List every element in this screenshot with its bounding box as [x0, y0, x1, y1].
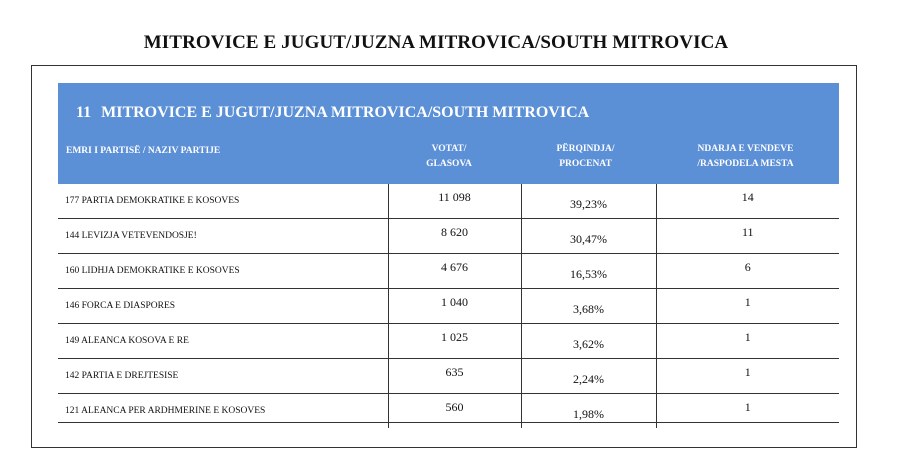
percent-cell: 2,24% [521, 359, 656, 394]
table-header-band [58, 83, 839, 184]
results-table-body [58, 184, 839, 428]
column-header-seats-line2: /RASPODELA MESTA [697, 159, 794, 169]
table-title [76, 104, 589, 122]
party-name-cell: 142 PARTIA E DREJTESISE [58, 359, 388, 394]
votes-cell: 11 098 [388, 184, 521, 219]
party-name-cell: 121 ALEANCA PER ARDHMERINE E KOSOVES [65, 406, 266, 416]
column-header-party: EMRI I PARTISË / NAZIV PARTIJE [66, 146, 221, 156]
percent-cell: 3,62% [521, 324, 656, 359]
votes-cell: 1 040 [388, 289, 521, 324]
page-title: MITROVICE E JUGUT/JUZNA MITROVICA/SOUTH MITROVICA [143, 32, 729, 53]
seats-cell: 1 [656, 324, 839, 359]
column-header-percent [523, 142, 648, 172]
results-table [58, 184, 839, 428]
table-bottom-rule [58, 422, 839, 423]
table-row [58, 289, 839, 324]
table-row [58, 184, 839, 219]
table-row [58, 324, 839, 359]
party-name-cell: 160 LIDHJA DEMOKRATIKE E KOSOVES [58, 254, 388, 289]
table-title-text: MITROVICE E JUGUT/JUZNA MITROVICA/SOUTH MITROVICA [101, 104, 590, 121]
votes-cell: 635 [388, 359, 521, 394]
column-header-percent-line1: PËRQINDJA/ [556, 144, 615, 154]
column-header-votes-line1: VOTAT/ [431, 144, 467, 154]
party-name-cell: 146 FORCA E DIASPORES [58, 289, 388, 324]
party-name-cell: 177 PARTIA DEMOKRATIKE E KOSOVES [58, 184, 388, 219]
votes-cell: 1 025 [388, 324, 521, 359]
votes-cell: 4 676 [388, 254, 521, 289]
votes-cell: 8 620 [388, 219, 521, 254]
party-name-cell: 149 ALEANCA KOSOVA E RE [58, 324, 388, 359]
seats-cell: 1 [656, 359, 839, 394]
percent-cell: 30,47% [521, 219, 656, 254]
seats-cell: 11 [656, 219, 839, 254]
party-name-cell: 144 LEVIZJA VETEVENDOSJE! [58, 219, 388, 254]
percent-cell: 3,68% [521, 289, 656, 324]
percent-cell: 1,98% [521, 394, 656, 429]
table-row [58, 219, 839, 254]
column-header-votes [398, 142, 500, 172]
percent-cell: 16,53% [521, 254, 656, 289]
seats-cell: 1 [656, 289, 839, 324]
table-number: 11 [76, 104, 92, 121]
column-header-seats [663, 142, 828, 172]
column-header-seats-line1: NDARJA E VENDEVE [697, 144, 794, 154]
table-row [58, 254, 839, 289]
table-row [58, 359, 839, 394]
column-header-votes-line2: GLASOVA [426, 159, 472, 169]
percent-cell: 39,23% [521, 184, 656, 219]
seats-cell: 6 [656, 254, 839, 289]
seats-cell: 1 [656, 394, 839, 429]
votes-cell: 560 [388, 394, 521, 429]
column-header-percent-line2: PROCENAT [559, 159, 612, 169]
seats-cell: 14 [656, 184, 839, 219]
